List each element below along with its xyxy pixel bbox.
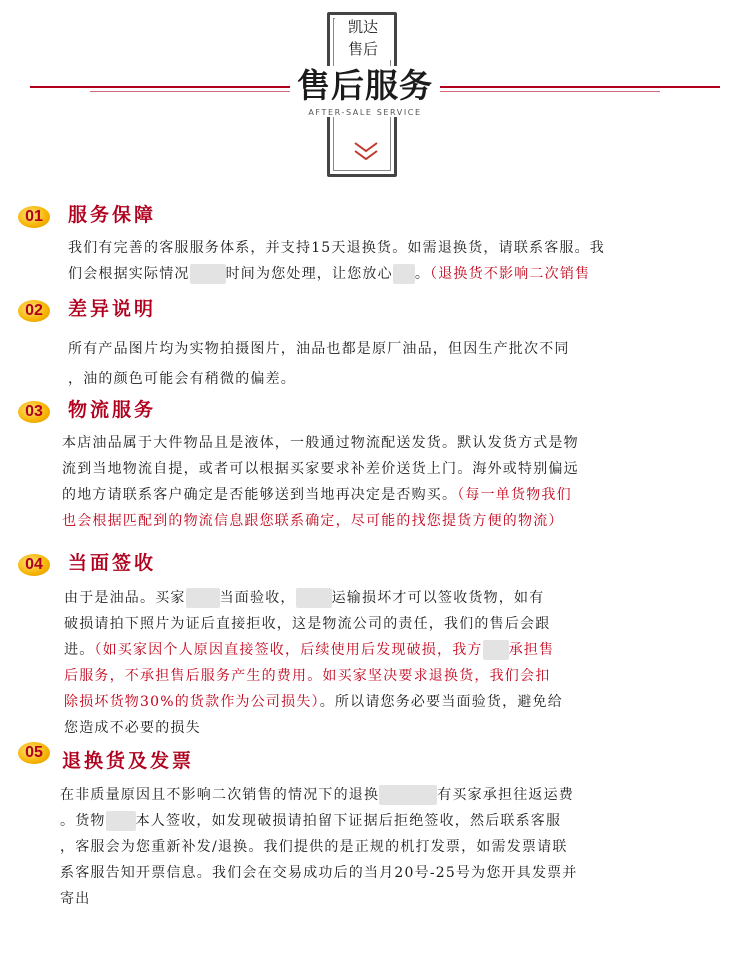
body-line: 们会根据实际情况 时间为您处理，让您放心 。（退换货不影响二次销售: [68, 266, 591, 282]
redacted-block: [393, 264, 415, 284]
section-body: [68, 235, 605, 287]
body-line: 除损坏货物30%的货款作为公司损失）。所以请您务必要当面验货，避免给: [64, 694, 563, 710]
body-line: 破损请拍下照片为证后直接拒收，这是物流公司的责任，我们的售后会跟: [64, 616, 551, 632]
redacted-block: [106, 811, 136, 831]
brand-line-2: 售后: [347, 40, 378, 58]
body-line: 本店油品属于大件物品且是液体，一般通过物流配送发货。默认发货方式是物: [62, 435, 579, 451]
body-line: 寄出: [60, 891, 91, 907]
brand-label: [335, 16, 391, 60]
body-line: ，油的颜色可能会有稍微的偏差。: [68, 371, 296, 387]
body-line: 系客服告知开票信息。我们会在交易成功后的当月20号-25号为您开具发票并: [60, 865, 578, 881]
redacted-block: [186, 588, 220, 608]
body-line: ，客服会为您重新补发/退换。我们提供的是正规的机打发票，如需发票请联: [60, 839, 568, 855]
body-line: 所有产品图片均为实物拍摄图片，油品也都是原厂油品，但因生产批次不同: [68, 341, 570, 357]
section-body: [68, 334, 570, 394]
body-line: 也会根据匹配到的物流信息跟您联系确定，尽可能的找您提货方便的物流）: [62, 513, 564, 529]
redacted-block: [190, 264, 226, 284]
body-line: 。货物 本人签收，如发现破损请拍留下证据后拒绝签收，然后联系客服: [60, 813, 562, 829]
section-number-badge: 04: [18, 554, 50, 576]
page-title: 售后服务: [297, 66, 433, 105]
header-rule-left-thin: [90, 91, 290, 92]
page-subtitle: AFTER-SALE SERVICE: [290, 108, 440, 117]
body-line: 后服务，不承担售后服务产生的费用。如买家坚决要求退换货，我们会扣: [64, 668, 551, 684]
body-line: 的地方请联系客户确定是否能够送到当地再决定是否购买。（每一单货物我们: [62, 487, 572, 503]
brand-line-1: 凯达: [347, 18, 378, 36]
header-rule-right-thin: [440, 91, 660, 92]
header-rule-right: [440, 86, 720, 88]
section-title: 差异说明: [68, 298, 157, 320]
body-line: 我们有完善的客服服务体系，并支持15天退换货。如需退换货，请联系客服。我: [68, 240, 606, 256]
section-body: [64, 585, 563, 741]
body-line: 在非质量原因且不影响二次销售的情况下的退换 有买家承担往返运费: [60, 787, 575, 803]
redacted-block: [379, 785, 437, 805]
redacted-block: [483, 640, 509, 660]
section-title: 退换货及发票: [62, 750, 195, 772]
header-banner: [0, 0, 750, 190]
body-line: 流到当地物流自提，或者可以根据买家要求补差价送货上门。海外或特别偏远: [62, 461, 579, 477]
section-title: 当面签收: [68, 552, 157, 574]
redacted-block: [296, 588, 332, 608]
body-line: 由于是油品。买家 当面验收， 运输损坏才可以签收货物，如有: [64, 590, 545, 606]
section-number-badge: 05: [18, 742, 50, 764]
section-body: [62, 430, 579, 534]
section-title: 物流服务: [68, 399, 157, 421]
section-number-badge: 01: [18, 206, 50, 228]
body-line: 您造成不必要的损失: [64, 720, 201, 736]
section-number-badge: 03: [18, 401, 50, 423]
section-number-badge: 02: [18, 300, 50, 322]
section-title: 服务保障: [68, 204, 157, 226]
double-chevron-down-icon: [352, 140, 380, 162]
header-rule-left: [30, 86, 292, 88]
page-title-wrap: [290, 66, 440, 110]
body-line: 进。（如买家因个人原因直接签收，后续使用后发现破损，我方 承担售: [64, 642, 555, 658]
section-body: [60, 782, 578, 912]
